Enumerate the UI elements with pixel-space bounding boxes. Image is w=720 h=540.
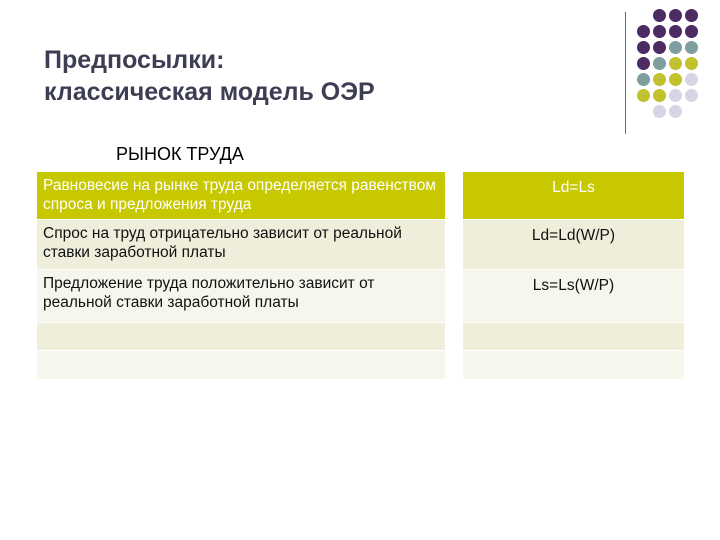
decorative-dot: [669, 25, 682, 38]
decorative-dot: [685, 57, 698, 70]
table-cell-formula: Ld=Ld(W/P): [463, 220, 684, 269]
decorative-dot: [653, 57, 666, 70]
decorative-dot: [685, 73, 698, 86]
decorative-dot: [685, 89, 698, 102]
decorative-dot: [653, 25, 666, 38]
decorative-dot: [637, 41, 650, 54]
table-cell-empty: [463, 323, 684, 350]
decorative-divider: [625, 12, 626, 134]
decorative-dot: [685, 41, 698, 54]
table-cell-text: Спрос на труд отрицательно зависит от реальной ставки заработной платы: [37, 220, 445, 269]
table-cell-empty: [463, 351, 684, 379]
table-cell-formula: Ls=Ls(W/P): [463, 270, 684, 322]
decorative-dot: [685, 25, 698, 38]
decorative-dot: [669, 89, 682, 102]
decorative-dot: [669, 105, 682, 118]
table-cell-formula: Ld=Ls: [463, 172, 684, 219]
decorative-dot: [653, 9, 666, 22]
decorative-dot: [669, 57, 682, 70]
decorative-dot: [653, 41, 666, 54]
decorative-dot: [637, 73, 650, 86]
table-cell-empty: [37, 323, 445, 350]
decorative-dot: [637, 57, 650, 70]
decorative-dot: [685, 9, 698, 22]
table-cell-empty: [37, 351, 445, 379]
decorative-dot: [653, 89, 666, 102]
section-subtitle: РЫНОК ТРУДА: [116, 144, 244, 164]
decorative-dot: [669, 41, 682, 54]
decorative-dot: [669, 73, 682, 86]
title-line-2: классическая модель ОЭР: [44, 78, 375, 106]
slide-title: [44, 44, 375, 108]
decorative-dot: [653, 105, 666, 118]
table-cell-text: Предложение труда положительно зависит от реальной ставки заработной платы: [37, 270, 445, 322]
decorative-dot: [653, 73, 666, 86]
decorative-dot: [637, 89, 650, 102]
table-cell-text: Равновесие на рынке труда определяется равенством спроса и предложения труда: [37, 172, 445, 219]
decorative-dot: [669, 9, 682, 22]
decorative-dot: [637, 25, 650, 38]
title-line-1: Предпосылки:: [44, 46, 225, 74]
